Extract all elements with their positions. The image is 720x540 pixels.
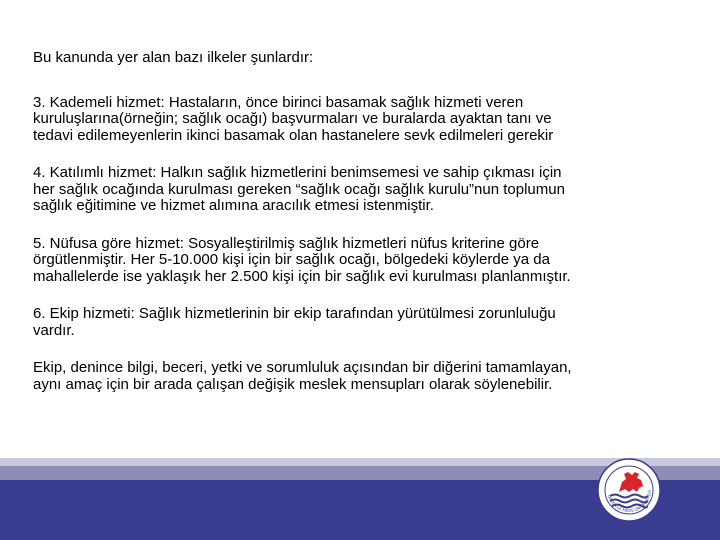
ekip-definition-paragraph: Ekip, denince bilgi, beceri, yetki ve sorumluluk açısından bir diğerini tamamlayan, aynı amaç için bir arada çalışan değişik meslek mensupları olarak söylenebilir. (33, 359, 572, 393)
principle-nufusa-gore-hizmet: 5. Nüfusa göre hizmet: Sosyalleştirilmiş sağlık hizmetleri nüfus kriterine göre örgütlenmiştir. Her 5-10.000 kişi için bir sağlık ocağı, bölgedeki köylerde ya da mahallelerde ise yaklaşık her 2.500 kişi için bir sağlık evi kurulması planlanmıştır. (33, 234, 571, 285)
university-seal-icon (597, 458, 661, 522)
principle-kademeli-hizmet: 3. Kademeli hizmet: Hastaların, önce birinci basamak sağlık hizmeti veren kuruluşlarına(örneğin; sağlık ocağı) başvurmaları ve buralarda ayaktan tanı ve tedavi edilemeyenlerin ikinci basamak olan hastanelere sevk edilmeleri gerekir (33, 93, 554, 144)
slide-content (33, 50, 703, 414)
intro-paragraph: Bu kanunda yer alan bazı ilkeler şunlardır: (33, 49, 314, 66)
svg-text:ONDOKUZ MAYIS ÜNİVERSİTESİ: ONDOKUZ MAYIS ÜNİVERSİTESİ (606, 490, 653, 514)
principle-ekip-hizmeti: 6. Ekip hizmeti: Sağlık hizmetlerinin bir ekip tarafından yürütülmesi zorunluluğu vardır. (33, 305, 556, 339)
principle-katilimli-hizmet: 4. Katılımlı hizmet: Halkın sağlık hizmetlerini benimsemesi ve sahip çıkması için her sağlık ocağında kurulması gereken “sağlık ocağı sağlık kurulu”nun toplumun sağlık eğitimine ve hizmet alımına aracılık etmesi istenmiştir. (33, 164, 565, 214)
